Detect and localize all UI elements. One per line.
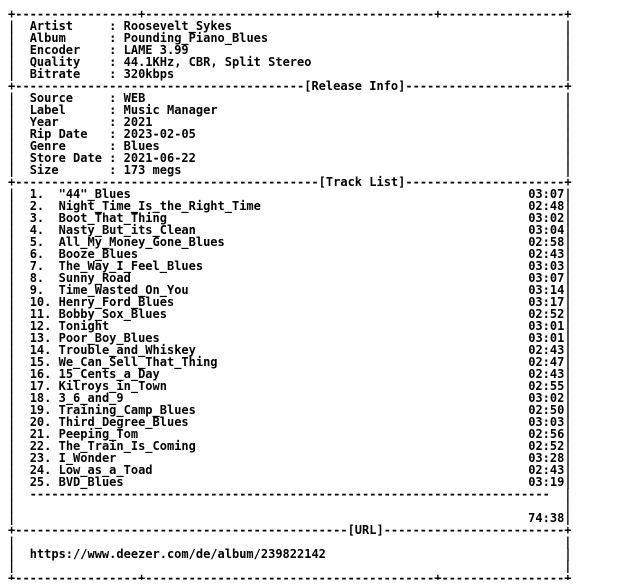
track-number: 24. bbox=[29, 463, 59, 477]
nfo-frame: | bbox=[564, 475, 572, 489]
nfo-frame: | bbox=[174, 67, 572, 81]
nfo-frame: | bbox=[145, 91, 572, 105]
nfo-frame: | bbox=[8, 403, 30, 417]
nfo-frame: | bbox=[8, 115, 30, 129]
nfo-frame: | bbox=[8, 415, 30, 429]
size-value: 173 megs bbox=[123, 163, 182, 177]
nfo-frame: : bbox=[109, 151, 124, 165]
source-value: WEB bbox=[123, 91, 146, 105]
track-duration: 02:43 bbox=[528, 247, 565, 261]
track-number: 1. bbox=[29, 187, 59, 201]
year-value: 2021 bbox=[123, 115, 153, 129]
nfo-frame: | bbox=[564, 247, 572, 261]
nfo-frame: | bbox=[181, 163, 572, 177]
nfo-frame: | bbox=[159, 139, 572, 153]
nfo-frame: | bbox=[8, 295, 30, 309]
nfo-frame: | bbox=[8, 223, 30, 237]
track-duration: 02:52 bbox=[528, 439, 565, 453]
track-number: 22. bbox=[29, 439, 59, 453]
track-duration: 02:55 bbox=[528, 379, 565, 393]
nfo-document bbox=[8, 8, 632, 580]
rip-date-label: Rip Date bbox=[29, 127, 110, 141]
nfo-frame: | | bbox=[8, 535, 572, 549]
genre-label: Genre bbox=[29, 139, 110, 153]
nfo-frame: | bbox=[8, 19, 30, 33]
nfo-frame: | bbox=[564, 235, 572, 249]
track-number: 14. bbox=[29, 343, 59, 357]
nfo-frame: | bbox=[8, 235, 30, 249]
nfo-frame: +-----------------+----------------------------------------+-----------------+ bbox=[8, 8, 572, 21]
track-duration: 02:43 bbox=[528, 463, 565, 477]
nfo-frame: | bbox=[8, 211, 30, 225]
track-title: Tonight bbox=[58, 319, 110, 333]
nfo-frame: | bbox=[564, 211, 572, 225]
album-label: Album bbox=[29, 31, 110, 45]
nfo-frame: -------------------------+ bbox=[383, 523, 572, 537]
track-number: 4. bbox=[29, 223, 59, 237]
nfo-frame: | bbox=[8, 547, 30, 561]
nfo-frame: | bbox=[564, 463, 572, 477]
nfo-frame: : bbox=[109, 43, 124, 57]
nfo-frame: | bbox=[8, 151, 30, 165]
nfo-frame: | bbox=[564, 439, 572, 453]
nfo-text-block bbox=[8, 8, 632, 580]
nfo-frame: | bbox=[8, 31, 30, 45]
nfo-frame: | bbox=[232, 19, 572, 33]
nfo-frame: | bbox=[8, 439, 30, 453]
nfo-frame: | bbox=[564, 199, 572, 213]
nfo-frame: | | bbox=[8, 499, 572, 513]
nfo-frame: | bbox=[8, 199, 30, 213]
track-number: 6. bbox=[29, 247, 59, 261]
track-title: I_Wonder bbox=[58, 451, 117, 465]
nfo-frame: | bbox=[8, 463, 30, 477]
nfo-frame: +---------------------------------------------- bbox=[8, 523, 348, 537]
track-title: 3_6_and_9 bbox=[58, 391, 124, 405]
nfo-frame: | bbox=[8, 127, 30, 141]
nfo-frame: | bbox=[8, 283, 30, 297]
nfo-frame: | bbox=[564, 403, 572, 417]
nfo-frame: | bbox=[8, 511, 529, 525]
nfo-frame: | bbox=[564, 187, 572, 201]
track-duration: 02:43 bbox=[528, 367, 565, 381]
nfo-frame: : bbox=[109, 67, 124, 81]
album-url-link[interactable]: https://www.deezer.com/de/album/239822142 bbox=[29, 547, 326, 561]
track-number: 16. bbox=[29, 367, 59, 381]
album-value: Pounding_Piano_Blues bbox=[123, 31, 269, 45]
nfo-frame: | bbox=[564, 415, 572, 429]
url-header: [URL] bbox=[347, 523, 384, 537]
nfo-frame: | bbox=[8, 187, 30, 201]
track-title: Trouble_and_Whiskey bbox=[58, 343, 196, 357]
nfo-frame: +---------------------------------------- bbox=[8, 79, 305, 93]
nfo-frame: | bbox=[564, 391, 572, 405]
nfo-frame: | bbox=[564, 355, 572, 369]
label-value: Music Manager bbox=[123, 103, 218, 117]
nfo-frame: | bbox=[564, 295, 572, 309]
nfo-frame: | bbox=[564, 307, 572, 321]
track-number: 12. bbox=[29, 319, 59, 333]
track-duration: 03:28 bbox=[528, 451, 565, 465]
nfo-frame: | bbox=[8, 259, 30, 273]
nfo-frame: | bbox=[8, 475, 30, 489]
track-title: The_Train_Is_Coming bbox=[58, 439, 196, 453]
track-duration: 03:01 bbox=[528, 331, 565, 345]
nfo-frame: | ------------------------------------------------------------------------ | bbox=[8, 487, 572, 501]
release-info-header: [Release Info] bbox=[304, 79, 406, 93]
nfo-frame: : bbox=[109, 91, 124, 105]
track-duration: 02:50 bbox=[528, 403, 565, 417]
track-duration: 03:03 bbox=[528, 259, 565, 273]
track-number: 19. bbox=[29, 403, 59, 417]
nfo-frame: | bbox=[564, 259, 572, 273]
nfo-frame: | bbox=[311, 55, 572, 69]
track-number: 7. bbox=[29, 259, 59, 273]
nfo-frame: | bbox=[8, 55, 30, 69]
bottom-rule bbox=[8, 572, 632, 580]
track-number: 25. bbox=[29, 475, 59, 489]
track-duration: 02:48 bbox=[528, 199, 565, 213]
track-duration: 03:02 bbox=[528, 211, 565, 225]
nfo-frame: | bbox=[564, 367, 572, 381]
nfo-frame: +-----------------+----------------------------------------+-----------------+ bbox=[8, 571, 572, 580]
nfo-frame: | bbox=[564, 427, 572, 441]
nfo-frame: : bbox=[109, 55, 124, 69]
track-title: Bobby_Sox_Blues bbox=[58, 307, 167, 321]
nfo-frame: | bbox=[8, 427, 30, 441]
nfo-frame: | bbox=[8, 43, 30, 57]
nfo-frame: : bbox=[109, 31, 124, 45]
nfo-frame: ----------------------+ bbox=[405, 79, 572, 93]
nfo-frame: : bbox=[109, 163, 124, 177]
nfo-frame: | bbox=[564, 343, 572, 357]
track-number: 8. bbox=[29, 271, 59, 285]
store-date-label: Store Date bbox=[29, 151, 110, 165]
track-number: 2. bbox=[29, 199, 59, 213]
nfo-frame: | bbox=[564, 331, 572, 345]
source-label: Source bbox=[29, 91, 110, 105]
nfo-frame: | bbox=[8, 343, 30, 357]
track-number: 13. bbox=[29, 331, 59, 345]
encoder-value: LAME 3.99 bbox=[123, 43, 189, 57]
track-title: All_My_Money_Gone_Blues bbox=[58, 235, 225, 249]
track-number: 15. bbox=[29, 355, 59, 369]
nfo-frame: | bbox=[564, 319, 572, 333]
track-title: Poor_Boy_Blues bbox=[58, 331, 160, 345]
nfo-frame: | bbox=[8, 139, 30, 153]
track-title: Boot_That_Thing bbox=[58, 211, 167, 225]
nfo-frame: : bbox=[109, 19, 124, 33]
track-duration: 03:07 bbox=[528, 271, 565, 285]
nfo-frame: : bbox=[109, 127, 124, 141]
nfo-frame: | bbox=[152, 115, 572, 129]
track-duration: 03:01 bbox=[528, 319, 565, 333]
track-title: We_Can_Sell_That_Thing bbox=[58, 355, 218, 369]
nfo-frame: | bbox=[268, 31, 572, 45]
track-duration: 02:52 bbox=[528, 307, 565, 321]
track-duration: 02:56 bbox=[528, 427, 565, 441]
track-title: Kilroys_in_Town bbox=[58, 379, 167, 393]
nfo-frame: | bbox=[8, 163, 30, 177]
track-number: 18. bbox=[29, 391, 59, 405]
bitrate-value: 320kbps bbox=[123, 67, 175, 81]
track-duration: 03:17 bbox=[528, 295, 565, 309]
label-label: Label bbox=[29, 103, 110, 117]
nfo-frame: | bbox=[195, 127, 572, 141]
track-duration: 03:07 bbox=[528, 187, 565, 201]
track-title: Nasty_But_its_Clean bbox=[58, 223, 196, 237]
rip-date-value: 2023-02-05 bbox=[123, 127, 196, 141]
track-number: 10. bbox=[29, 295, 59, 309]
track-title: The_Way_I_Feel_Blues bbox=[58, 259, 204, 273]
nfo-frame: | bbox=[8, 319, 30, 333]
artist-label: Artist bbox=[29, 19, 110, 33]
nfo-frame: | bbox=[217, 103, 572, 117]
nfo-frame: : bbox=[109, 103, 124, 117]
nfo-frame: | | bbox=[8, 559, 572, 573]
track-duration: 02:43 bbox=[528, 343, 565, 357]
nfo-frame: | bbox=[325, 547, 572, 561]
track-duration: 03:14 bbox=[528, 283, 565, 297]
nfo-frame: | bbox=[8, 379, 30, 393]
nfo-frame: | bbox=[8, 355, 30, 369]
nfo-frame: | bbox=[8, 103, 30, 117]
bitrate-label: Bitrate bbox=[29, 67, 110, 81]
track-number: 20. bbox=[29, 415, 59, 429]
track-duration: 03:04 bbox=[528, 223, 565, 237]
nfo-frame: | bbox=[8, 271, 30, 285]
track-duration: 03:19 bbox=[528, 475, 565, 489]
genre-value: Blues bbox=[123, 139, 160, 153]
artist-value: Roosevelt_Sykes bbox=[123, 19, 232, 33]
track-number: 3. bbox=[29, 211, 59, 225]
nfo-frame: | bbox=[8, 307, 30, 321]
track-title: Booze_Blues bbox=[58, 247, 139, 261]
nfo-frame: : bbox=[109, 115, 124, 129]
nfo-frame: | bbox=[8, 451, 30, 465]
track-number: 17. bbox=[29, 379, 59, 393]
track-title: Henry_Ford_Blues bbox=[58, 295, 175, 309]
nfo-frame: | bbox=[564, 283, 572, 297]
track-title: Sunny_Road bbox=[58, 271, 131, 285]
nfo-frame: | bbox=[564, 451, 572, 465]
total-duration: 74:38 bbox=[528, 511, 565, 525]
track-title: 15_Cents_a_Day bbox=[58, 367, 160, 381]
nfo-frame: ----------------------+ bbox=[405, 175, 572, 189]
nfo-frame: | bbox=[195, 151, 572, 165]
track-duration: 03:03 bbox=[528, 415, 565, 429]
track-title: Time_Wasted_On_You bbox=[58, 283, 189, 297]
nfo-frame: | bbox=[8, 247, 30, 261]
nfo-frame: | bbox=[8, 91, 30, 105]
track-title: Third_Degree_Blues bbox=[58, 415, 189, 429]
nfo-frame: | bbox=[188, 43, 572, 57]
nfo-frame: | bbox=[8, 67, 30, 81]
track-duration: 02:58 bbox=[528, 235, 565, 249]
nfo-frame: | bbox=[564, 271, 572, 285]
nfo-frame: | bbox=[564, 511, 572, 525]
nfo-frame: | bbox=[8, 367, 30, 381]
nfo-frame: | bbox=[564, 223, 572, 237]
size-label: Size bbox=[29, 163, 110, 177]
encoder-label: Encoder bbox=[29, 43, 110, 57]
nfo-frame: : bbox=[109, 139, 124, 153]
track-number: 9. bbox=[29, 283, 59, 297]
track-number: 5. bbox=[29, 235, 59, 249]
track-number: 23. bbox=[29, 451, 59, 465]
track-title: BVD_Blues bbox=[58, 475, 124, 489]
quality-label: Quality bbox=[29, 55, 110, 69]
nfo-frame: | bbox=[8, 391, 30, 405]
quality-value: 44.1KHz, CBR, Split Stereo bbox=[123, 55, 312, 69]
track-number: 11. bbox=[29, 307, 59, 321]
track-title: Peeping_Tom bbox=[58, 427, 139, 441]
track-duration: 03:02 bbox=[528, 391, 565, 405]
nfo-frame: | bbox=[564, 379, 572, 393]
track-title: Low_as_a_Toad bbox=[58, 463, 153, 477]
nfo-frame: +------------------------------------------ bbox=[8, 175, 319, 189]
track-number: 21. bbox=[29, 427, 59, 441]
nfo-frame: | bbox=[8, 331, 30, 345]
track-duration: 02:47 bbox=[528, 355, 565, 369]
track-title: Training_Camp_Blues bbox=[58, 403, 196, 417]
store-date-value: 2021-06-22 bbox=[123, 151, 196, 165]
year-label: Year bbox=[29, 115, 110, 129]
track-title: Night_Time_Is_the_Right_Time bbox=[58, 199, 261, 213]
track-list-header: [Track List] bbox=[318, 175, 406, 189]
track-title: "44"_Blues bbox=[58, 187, 131, 201]
